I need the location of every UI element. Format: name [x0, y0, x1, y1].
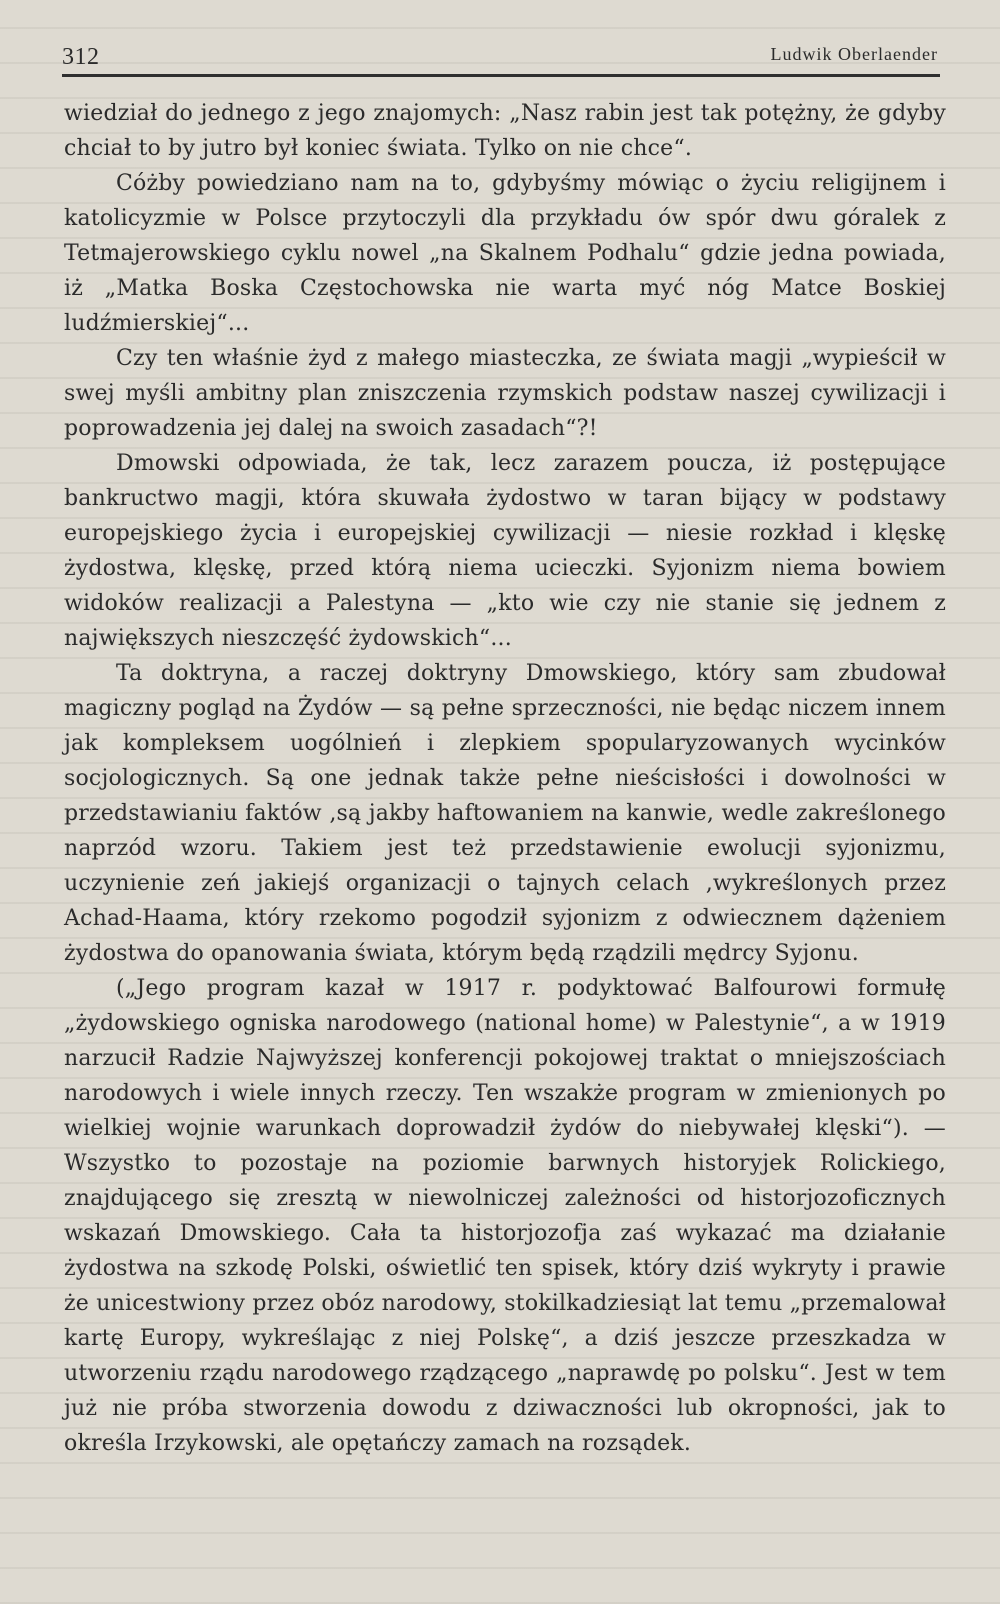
paragraph: Dmowski odpowiada, że tak, lecz zarazem poucza, iż postępujące bankructwo magji, która skuwała żydostwo w taran bijący w podstawy europejskiego życia i europejskiej cywilizacji — niesie rozkład i klęskę żydostwa, klęskę, przed którą niema ucieczki. Syjonizm niema bowiem widoków realizacji a Palestyna — „kto wie czy nie stanie się jednem z największych nieszczęść żydowskich“...	[64, 451, 946, 651]
paragraph-continuation: wiedział do jednego z jego znajomych: „Nasz rabin jest tak potężny, że gdyby chciał to by jutro był koniec świata. Tylko on nie chce“.	[64, 101, 946, 161]
paragraph: Cóżby powiedziano nam na to, gdybyśmy mówiąc o życiu religijnem i katolicyzmie w Polsce przytoczyli dla przykładu ów spór dwu góralek z Tetmajerowskiego cyklu nowel „na Skalnem Podhalu“ gdzie jedna powiada, iż „Matka Boska Częstochowska nie warta myć nóg Matce Boskiej ludźmierskiej“...	[64, 171, 946, 336]
running-head-author: Ludwik Oberlaender	[770, 44, 938, 64]
paragraph: („Jego program kazał w 1917 r. podyktować Balfourowi formułę „żydowskiego ogniska narodowego (national home) w Palestynie“, a w 1919 narzucił Radzie Najwyższej konferencji pokojowej traktat o mniejszościach narodowych i wiele innych rzeczy. Ten wszakże program w zmienionych po wielkiej wojnie warunkach doprowadził żydów do niebywałej klęski“). — Wszystko to pozostaje na poziomie barwnych historyjek Rolickiego, znajdującego się zresztą w niewolniczej zależności od historjozoficznych wskazań Dmowskiego. Cała ta historjozofja zaś wykazać ma działanie żydostwa na szkodę Polski, oświetlić ten spisek, który dziś wykryty i prawie że unicestwiony przez obóz narodowy, stokilkadziesiąt lat temu „przemalował kartę Europy, wykreślając z niej Polskę“, a dziś jeszcze przeszkadza w utworzeniu rządu narodowego rządzącego „naprawdę po polsku“. Jest w tem już nie próba stworzenia dowodu z dziwaczności lub okropności, jak to określa Irzykowski, ale opętańczy zamach na rozsądek.	[64, 976, 946, 1456]
paragraph: Ta doktryna, a raczej doktryny Dmowskiego, który sam zbudował magiczny pogląd na Żydów — są pełne sprzeczności, nie będąc niczem innem jak kompleksem uogólnień i zlepkiem spopularyzowanych wycinków socjologicznych. Są one jednak także pełne nieścisłości i dowolności w przedstawianiu faktów ‚są jakby haftowaniem na kanwie, wedle zakreślonego naprzód wzoru. Takiem jest też przedstawienie ewolucji syjonizmu, uczynienie zeń jakiejś organizacji o tajnych celach ‚wykreślonych przez Achad-Haama, który rzekomo pogodził syjonizm z odwiecznem dążeniem żydostwa do opanowania świata, którym będą rządzili mędrcy Syjonu.	[64, 661, 946, 966]
page-number: 312	[62, 44, 100, 70]
page-header	[62, 38, 950, 68]
header-rule	[62, 74, 940, 77]
paragraph: Czy ten właśnie żyd z małego miasteczka, ze świata magji „wypieścił w swej myśli ambitny plan zniszczenia rzymskich podstaw naszej cywilizacji i poprowadzenia jej dalej na swoich zasadach“?!	[64, 346, 946, 441]
body-text	[64, 96, 946, 1461]
